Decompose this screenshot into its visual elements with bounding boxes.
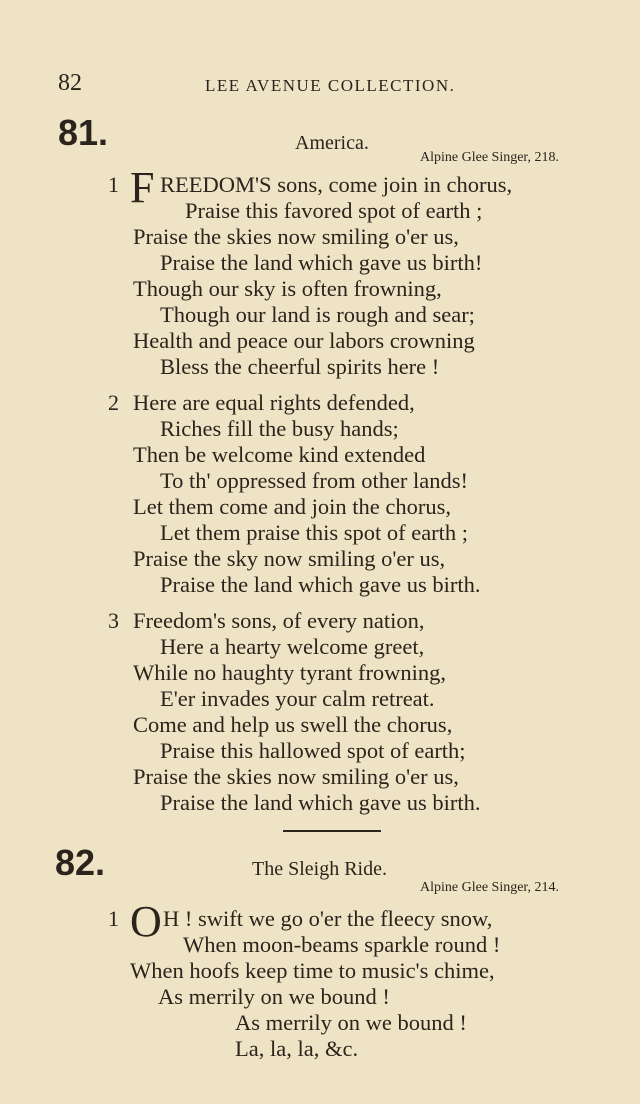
verse-line: E'er invades your calm retreat. [160, 686, 435, 711]
tune-reference: Alpine Glee Singer, 218. [420, 150, 560, 165]
running-title: LEE AVENUE COLLECTION. [205, 76, 456, 95]
hymn-title: America. [295, 132, 369, 154]
verse-line: Praise this hallowed spot of earth; [160, 738, 466, 763]
verse-number: 2 [108, 390, 119, 415]
verse-line: Riches fill the busy hands; [160, 416, 399, 441]
verse-line: To th' oppressed from other lands! [160, 468, 469, 493]
verse-line: Here are equal rights defended, [133, 390, 415, 415]
verse-line: Bless the cheerful spirits here ! [160, 354, 440, 379]
verse-line: When hoofs keep time to music's chime, [130, 958, 495, 983]
tune-reference: Alpine Glee Singer, 214. [420, 880, 560, 895]
verse-line: Praise this favored spot of earth ; [185, 198, 483, 223]
verse-line: REEDOM'S sons, come join in chorus, [160, 172, 513, 197]
page-number: 82 [58, 70, 82, 96]
verse-line: As merrily on we bound ! [235, 1010, 467, 1035]
verse-line: Though our land is rough and sear; [160, 302, 475, 327]
verse-line: Let them come and join the chorus, [133, 494, 452, 519]
verse-line: Praise the skies now smiling o'er us, [133, 224, 459, 249]
verse-line: Praise the skies now smiling o'er us, [133, 764, 459, 789]
verse-line: As merrily on we bound ! [158, 984, 390, 1009]
verse-line: Here a hearty welcome greet, [160, 634, 425, 659]
verse-number: 1 [108, 172, 119, 197]
verse-number: 1 [108, 906, 119, 931]
verse-number: 3 [108, 608, 119, 633]
verse-line: Come and help us swell the chorus, [133, 712, 453, 737]
verse-line: Let them praise this spot of earth ; [160, 520, 469, 545]
verse-line: Freedom's sons, of every nation, [133, 608, 425, 633]
verse-line: While no haughty tyrant frowning, [133, 660, 447, 685]
verse-line: Though our sky is often frowning, [133, 276, 442, 301]
hymn-number: 81. [58, 112, 109, 153]
hymn-number: 82. [55, 842, 106, 883]
verse-line: H ! swift we go o'er the fleecy snow, [163, 906, 493, 931]
verse-line: When moon-beams sparkle round ! [183, 932, 501, 957]
hymn-title: The Sleigh Ride. [252, 858, 387, 880]
verse-line: La, la, la, &c. [235, 1036, 359, 1061]
verse-line: Then be welcome kind extended [133, 442, 426, 467]
verse-line: Praise the land which gave us birth. [160, 572, 481, 597]
verse-line: Praise the land which gave us birth. [160, 790, 481, 815]
verse-line: Health and peace our labors crowning [133, 328, 475, 353]
drop-cap: O [130, 897, 162, 946]
verse-line: Praise the land which gave us birth! [160, 250, 483, 275]
section-divider [283, 830, 381, 832]
drop-cap: F [130, 163, 155, 212]
verse-line: Praise the sky now smiling o'er us, [133, 546, 446, 571]
